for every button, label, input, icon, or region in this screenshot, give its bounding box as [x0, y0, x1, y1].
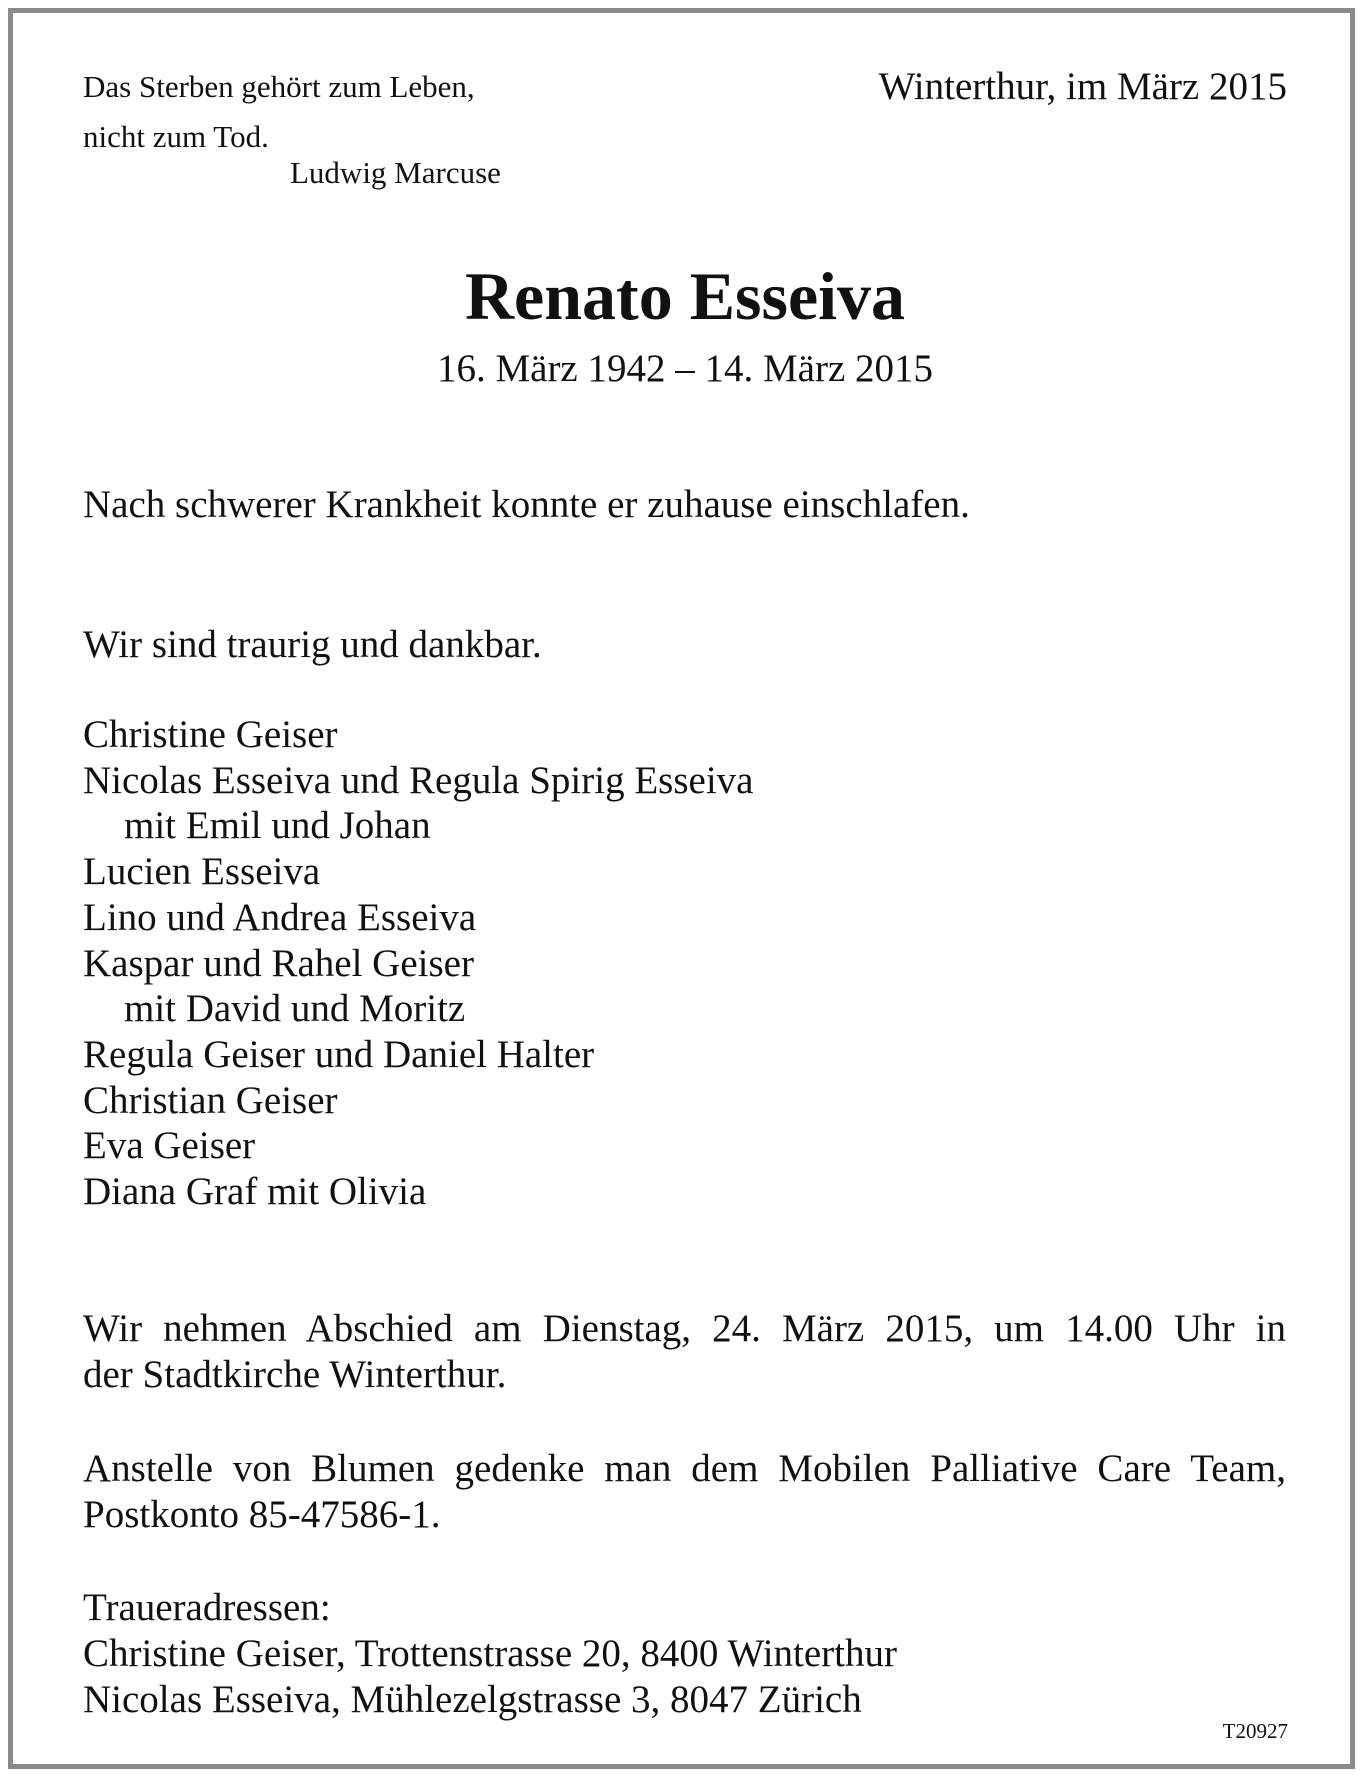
family-member: Lucien Esseiva — [83, 850, 321, 894]
place-date: Winterthur, im März 2015 — [878, 65, 1287, 108]
epigraph-quote — [83, 62, 475, 162]
farewell-line: der Stadtkirche Winterthur. — [83, 1353, 507, 1396]
farewell-line: Wir nehmen Abschied am Dienstag, 24. März 2015, um 14.00 Uhr in — [83, 1307, 1286, 1350]
family-member: Kaspar und Rahel Geiser — [83, 941, 474, 985]
family-member: Nicolas Esseiva und Regula Spirig Esseiva — [83, 758, 754, 802]
donation-paragraph — [83, 1446, 1286, 1538]
family-list — [83, 712, 753, 1215]
family-member: Christine Geiser — [83, 713, 338, 756]
address-line: Nicolas Esseiva, Mühlezelgstrasse 3, 8047 Zürich — [83, 1678, 862, 1721]
address-line: Christine Geiser, Trottenstrasse 20, 8400 Winterthur — [83, 1632, 897, 1675]
family-member-children: mit David und Moritz — [124, 987, 466, 1031]
family-member: Christian Geiser — [83, 1078, 338, 1122]
quote-line: Das Sterben gehört zum Leben, — [83, 69, 475, 104]
donation-line: Anstelle von Blumen gedenke man dem Mobilen Palliative Care Team, — [83, 1447, 1286, 1490]
quote-line: nicht zum Tod. — [83, 119, 269, 154]
reference-code: T20927 — [1222, 1719, 1288, 1743]
family-member: Diana Graf mit Olivia — [83, 1170, 427, 1214]
sentiment-line: Wir sind traurig und dankbar. — [83, 623, 542, 666]
quote-author: Ludwig Marcuse — [290, 155, 501, 190]
family-member: Regula Geiser und Daniel Halter — [83, 1032, 595, 1076]
addresses-heading: Traueradressen: — [83, 1586, 331, 1629]
mourning-addresses — [83, 1585, 897, 1723]
donation-line: Postkonto 85-47586-1. — [83, 1493, 441, 1536]
life-dates: 16. März 1942 – 14. März 2015 — [436, 347, 934, 390]
death-message: Nach schwerer Krankheit konnte er zuhause einschlafen. — [83, 483, 970, 526]
deceased-name: Renato Esseiva — [464, 258, 906, 334]
farewell-paragraph — [83, 1306, 1286, 1398]
family-member: Eva Geiser — [83, 1124, 256, 1168]
family-member-children: mit Emil und Johan — [124, 804, 431, 848]
family-member: Lino und Andrea Esseiva — [83, 895, 477, 939]
